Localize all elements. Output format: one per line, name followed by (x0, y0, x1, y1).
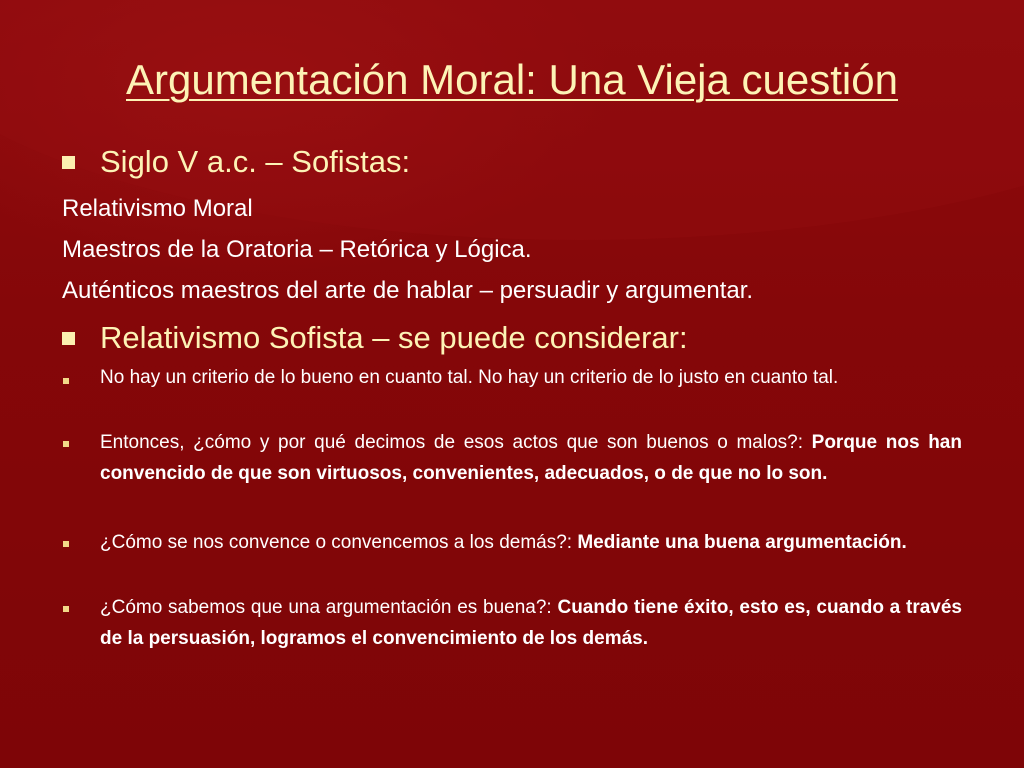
list-item (100, 592, 962, 654)
list-item-text: ¿Cómo sabemos que una argumentación es buena?: (100, 597, 558, 618)
list-item-emphasis: Mediante una buena argumentación. (577, 532, 907, 553)
list-item-text: ¿Cómo se nos convence o convencemos a los demás?: (100, 532, 578, 553)
list-item (100, 527, 962, 558)
line-autenticos-maestros: Auténticos maestros del arte de hablar – persuadir y argumentar. (62, 277, 754, 304)
list-item-text: Entonces, ¿cómo y por qué decimos de esos actos que son buenos o malos?: (100, 432, 812, 453)
square-bullet-icon (62, 332, 75, 345)
small-square-bullet-icon (63, 541, 69, 547)
section-heading-text: Siglo V a.c. – Sofistas: (100, 144, 411, 179)
list-item-emphasis: Cuando tiene éxito, esto es, cuando a través de la persuasión, logramos el convencimiento de los demás. (100, 597, 962, 649)
line-relativismo-moral: Relativismo Moral (62, 195, 253, 222)
small-square-bullet-icon (63, 378, 69, 384)
small-square-bullet-icon (63, 606, 69, 612)
square-bullet-icon (62, 156, 75, 169)
list-item-emphasis: Porque nos han convencido de que son virtuosos, convenientes, adecuados, o de que no lo son. (100, 432, 962, 484)
list-item (100, 427, 962, 489)
small-square-bullet-icon (63, 441, 69, 447)
slide-title: Argumentación Moral: Una Vieja cuestión (126, 56, 898, 103)
list-item (100, 362, 962, 393)
list-item-text: No hay un criterio de lo bueno en cuanto tal. No hay un criterio de lo justo en cuanto tal. (100, 367, 839, 388)
section-heading-text: Relativismo Sofista – se puede considerar: (100, 320, 688, 355)
line-maestros-oratoria: Maestros de la Oratoria – Retórica y Lógica. (62, 236, 532, 263)
